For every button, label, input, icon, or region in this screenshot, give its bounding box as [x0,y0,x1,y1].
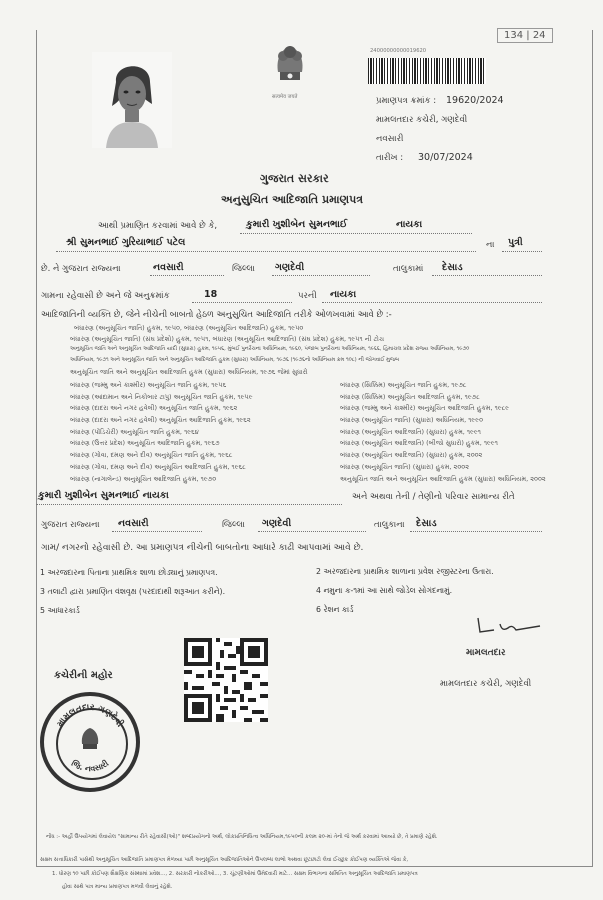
order-item: બંધારણ (અનુસૂચિત આદિજાતિ) (સુધારા) હુકમ, ૨૦૦૨ [340,451,483,460]
govt-title: ગુજરાત સરકાર [260,172,329,185]
corner-note: 134 | 24 [497,28,553,43]
document-item: 4 નમુના ક-૧માં આ સાથે જોડેલ સોગંદનામું. [316,586,453,595]
relation: પુત્રી [508,237,523,248]
order-item: બંધારણ (પોંડિચેરી) અનુસૂચિત જાતિ હુકમ, ૧૯૬૪ [70,427,199,436]
serial-number: 18 [204,289,218,300]
issuing-district: નવસારી [376,134,404,144]
state-prefix: છે. ને ગુજરાત રાજ્યના [41,264,121,274]
jilla-label: જિલ્લા [232,264,255,274]
document-item: 1 અરજદારના પિતાના પ્રાથમિક શાળા છોડ્યાનું પ્રમાણપત્ર. [40,568,218,577]
taluka-label: તાલુકામાં [393,264,424,274]
basis-line: ગામ/ નગરનો રહેવાસી છે. આ પ્રમાણપત્ર નીચેની બાબતોના આધારે કાઢી આપવામાં આવે છે. [41,543,364,553]
seal-top-text: મામલતદાર ગણદેવી [55,702,125,730]
order-item: બંધારણ (ઉત્તર પ્રદેશ) અનુસૂચિત આદિજાતિ હુકમ, ૧૯૬૭ [70,439,220,448]
footer-para: હોવા સાથે પાત્ર માન્ય પ્રમાણપત્ર મળવી લેવાનું રહેશે. [62,884,173,890]
orders-intro: આદિજાતિની વ્યક્તિ છે, જેને નીચેની બાબતો હેઠળ અનુસુચિત આદિજાતિ તરીકે ઓળખવામાં આવે છે :- [41,310,392,320]
order-line: બંધારણ (અનુસૂચિત જાતિ) (સંઘ પ્રદેશો) હુકમ, ૧૯૫૧, બંધારણ (અનુસૂચિત આદિજાતિ) (સંઘ પ્રદેશ) હુકમ, ૧૯૫૧ ની ટોચ [70,335,385,343]
state-prefix-2: ગુજરાત રાજ્યના [41,520,100,530]
jilla-label-2: જિલ્લા [222,520,245,530]
barcode [368,58,486,84]
svg-text:મામલતદાર ગણદેવી [55,702,126,730]
certificate-number: 19620/2024 [446,95,504,106]
signature-mark [474,614,544,642]
residence-suffix: અને અથવા તેની / તેણીનો પરિવાર સામાન્ય રીતે [352,492,515,502]
serial-mid: પરની [298,291,317,301]
order-item: બંધારણ (અનુસૂચિત આદિજાતિ) (સુધારા) હુકમ, ૧૯૯૧ [340,427,481,436]
national-emblem-icon [266,38,314,96]
issuing-office: મામલતદાર કચેરી, ગણદેવી [376,115,468,125]
emblem-caption: सत्यमेव जयते [272,94,298,100]
taluka-label-2: તાલુકાના [374,520,405,530]
order-item: બંધારણ (નાગાલેન્ડ) અનુસૂચિત આદિજાતિ હુકમ, ૧૯૭૦ [70,474,217,483]
applicant-surname: નાયકા [396,219,423,230]
applicant-name: કુમારી ખુશીબેન સુમનભાઈ [246,219,348,230]
applicant-photo [92,52,172,148]
district-2: નવસારી [118,518,149,529]
document-item: 3 તલાટી દ્વારા પ્રમાણિત વંશવૃક્ષ (પરદાદાથી શરૂઆત કરીને). [40,587,226,596]
seal-emblem-icon [82,728,98,749]
applicant-full-name: કુમારી ખુશીબેન સુમનભાઈ નાયકા [38,490,169,501]
date-label: તારીખ : [376,153,404,163]
orders-left [70,381,253,486]
taluka-name-2: ગણદેવી [262,518,292,529]
order-item: બંધારણ (દાદરા અને નગર હવેલી) અનુસૂચિત આદિજાતિ હુકમ, ૧૯૬૨ [70,416,251,425]
village: દેસાડ [442,262,463,273]
document-item: 5 આધારકાર્ડ [40,606,80,615]
footer-para: સક્ષમ સત્તાધિકારી પાસેથી અનુસૂચિત આદિજાતિ પ્રમાણપત્ર મેળવ્યા પછી અનુસૂચિત આદિજાતિઓને ઉપલબ્ધ લાભો અથવા છૂટછાટો લેવા ઈચ્છુક કોઈપણ વ્યક્તિએ જેવા કે, [40,857,409,863]
order-item: બંધારણ (અનુસૂચિત જાતિ) (સુધારા) અધિનિયમ, ૧૯૯૦ [340,416,483,425]
qr-code [184,638,268,722]
certificate-title: અનુસુચિત આદિજાતિ પ્રમાણપત્ર [221,193,364,206]
order-line: અનુસૂચિત જાતિ અને અનુસૂચિત આદિજાતિ યાદી (સુધારા) હુકમ, ૧૯૫૬, મુંબઈ પુનર્રચના અધિનિયમ, ૧૯૬૦, પંજાબ પુનર્રચના અધિનિયમ, ૧૯૬૬, હિમાચલ પ્રદેશ રાજ્ય અધિનિયમ, ૧૯૭૦ [70,346,470,352]
order-item: બંધારણ (સિક્કિમ) અનુસૂચિત આદિજાતિ હુકમ, ૧૯૭૮ [340,392,480,401]
svg-text:જિ. નવસારી [70,757,111,773]
order-item: બંધારણ (દાદરા અને નગર હવેલી) અનુસૂચિત જાતિ હુકમ, ૧૯૬૨ [70,404,238,413]
father-name: શ્રી સુમનભાઈ ગુરિયાભાઈ પટેલ [66,237,186,248]
order-item: બંધારણ (અનુસૂચિત આદિજાતિ) (બીજો સુધારો) હુકમ, ૧૯૯૧ [340,439,498,448]
designation: મામલતદાર [466,648,506,658]
order-item: બંધારણ (જમ્મુ અને કાશ્મીર) અનુસૂચિત જાતિ હુકમ, ૧૯૫૬ [70,381,227,389]
order-line: બંધારણ (અનુસૂચિત જાતિ) હુકમ, ૧૯૫૦, બંધારણ (અનુસૂચિત આદિજાતિ) હુકમ, ૧૯૫૦ [74,324,304,332]
tribe-name: નાયકા [330,289,357,300]
order-line: અનુસૂચિત જાતિ અને અનુસૂચિત આદિજાતિ હુકમ (સુધારા) અધિનિયમ, ૧૯૭૬ જેમાં સુધારો [70,368,308,376]
order-item: બંધારણ (ગોવા, દમણ અને દીવ) અનુસૂચિત જાતિ હુકમ, ૧૯૬૮ [70,451,233,460]
order-item: બંધારણ (ગોવા, દમણ અને દીવ) અનુસૂચિત આદિજાતિ હુકમ, ૧૯૬૮ [70,462,246,471]
order-item: બંધારણ (જમ્મુ અને કાશ્મીર) અનુસૂચિત આદિજાતિ હુકમ, ૧૯૮૯ [340,404,510,413]
order-line: અધિનિયમ, ૧૯૭૧ અને અનુસૂચિત જાતિ અને અનુસૂચિત આદિજાતિ હુકમ (સુધારા) અધિનિયમ, ૧૯૭૬ (૧૯૭૬નો અધિનિયમ ક્રમ ૧૦૮) ની જોગવાઈ મુજબ [70,357,400,363]
seal-bottom-text: જિ. નવસારી [69,758,111,774]
document-item: 6 રેશન કાર્ડ [316,605,354,614]
footer-note: નોંધ :- અહીં ઉપયોગમાં લેવાયેલ "સામાન્ય રીતે રહેવાસી(ઓ)" શબ્દપ્રયોગનો અર્થ, લોકપ્રતિનિધિત્વ અધિનિયમ,૧૯૫૦ની કલમ ૨૦-માં તેનો જે અર્થ કરવામાં આવ્યો છે, તે પ્રમાણે રહેશે. [46,834,438,840]
order-item: બંધારણ (આંદામાન અને નિકોબાર ટાપુ) અનુસૂચિત જાતિ હુકમ, ૧૯૫૯ [70,392,253,401]
issue-date: 30/07/2024 [418,152,473,163]
certificate-number-label: પ્રમાણપત્ર ક્રમાંક : [376,96,437,106]
signature-text [474,614,475,615]
na-label: ના [486,240,495,250]
village-2: દેસાડ [416,518,437,529]
order-item: બંધારણ (સિક્કિમ) અનુસૂચિત જાતિ હુકમ, ૧૯૭૮ [340,381,467,389]
office-name: મામલતદાર કચેરી, ગણદેવી [440,679,532,689]
barcode-caption: 24000000000019620 [370,48,427,54]
footer-para: 1. ધોરણ ૧૦ પછી કોઈપણ શૈક્ષણિક સંસ્થામાં પ્રવેશ..., 2. સરકારી નોકરીઓ..., 3. ચૂંટણીઓમાં ઉમેદવારી માટે... સક્ષમ વિભાગના સમિતિત અનુસૂચિત આદિજાતિ પ્રમાણપત્ર [52,871,418,877]
district: નવસારી [153,262,184,273]
office-seal [40,692,140,792]
certify-prefix: આથી પ્રમાણિત કરવામાં આવે છે કે, [98,221,218,231]
serial-prefix: ગામના રહેવાસી છે અને જે અનુક્રમાંક [41,291,170,301]
order-item: બંધારણ (અનુસૂચિત જાતિ) (સુધારા) હુકમ, ૨૦૦૨ [340,462,470,471]
document-item: 2 અરજદારના પ્રાથમિક શાળાના પ્રવેશ રજીસ્ટરના ઉતારા. [316,567,494,576]
stamp-heading: કચેરીની મહોર [54,670,113,681]
order-item: અનુસૂચિત જાતિ અને અનુસૂચિત આદિજાતિ હુકમ (સુધારા) અધિનિયમ, ૨૦૦૨ [340,474,546,483]
taluka-name: ગણદેવી [275,262,305,273]
orders-right [340,381,546,486]
